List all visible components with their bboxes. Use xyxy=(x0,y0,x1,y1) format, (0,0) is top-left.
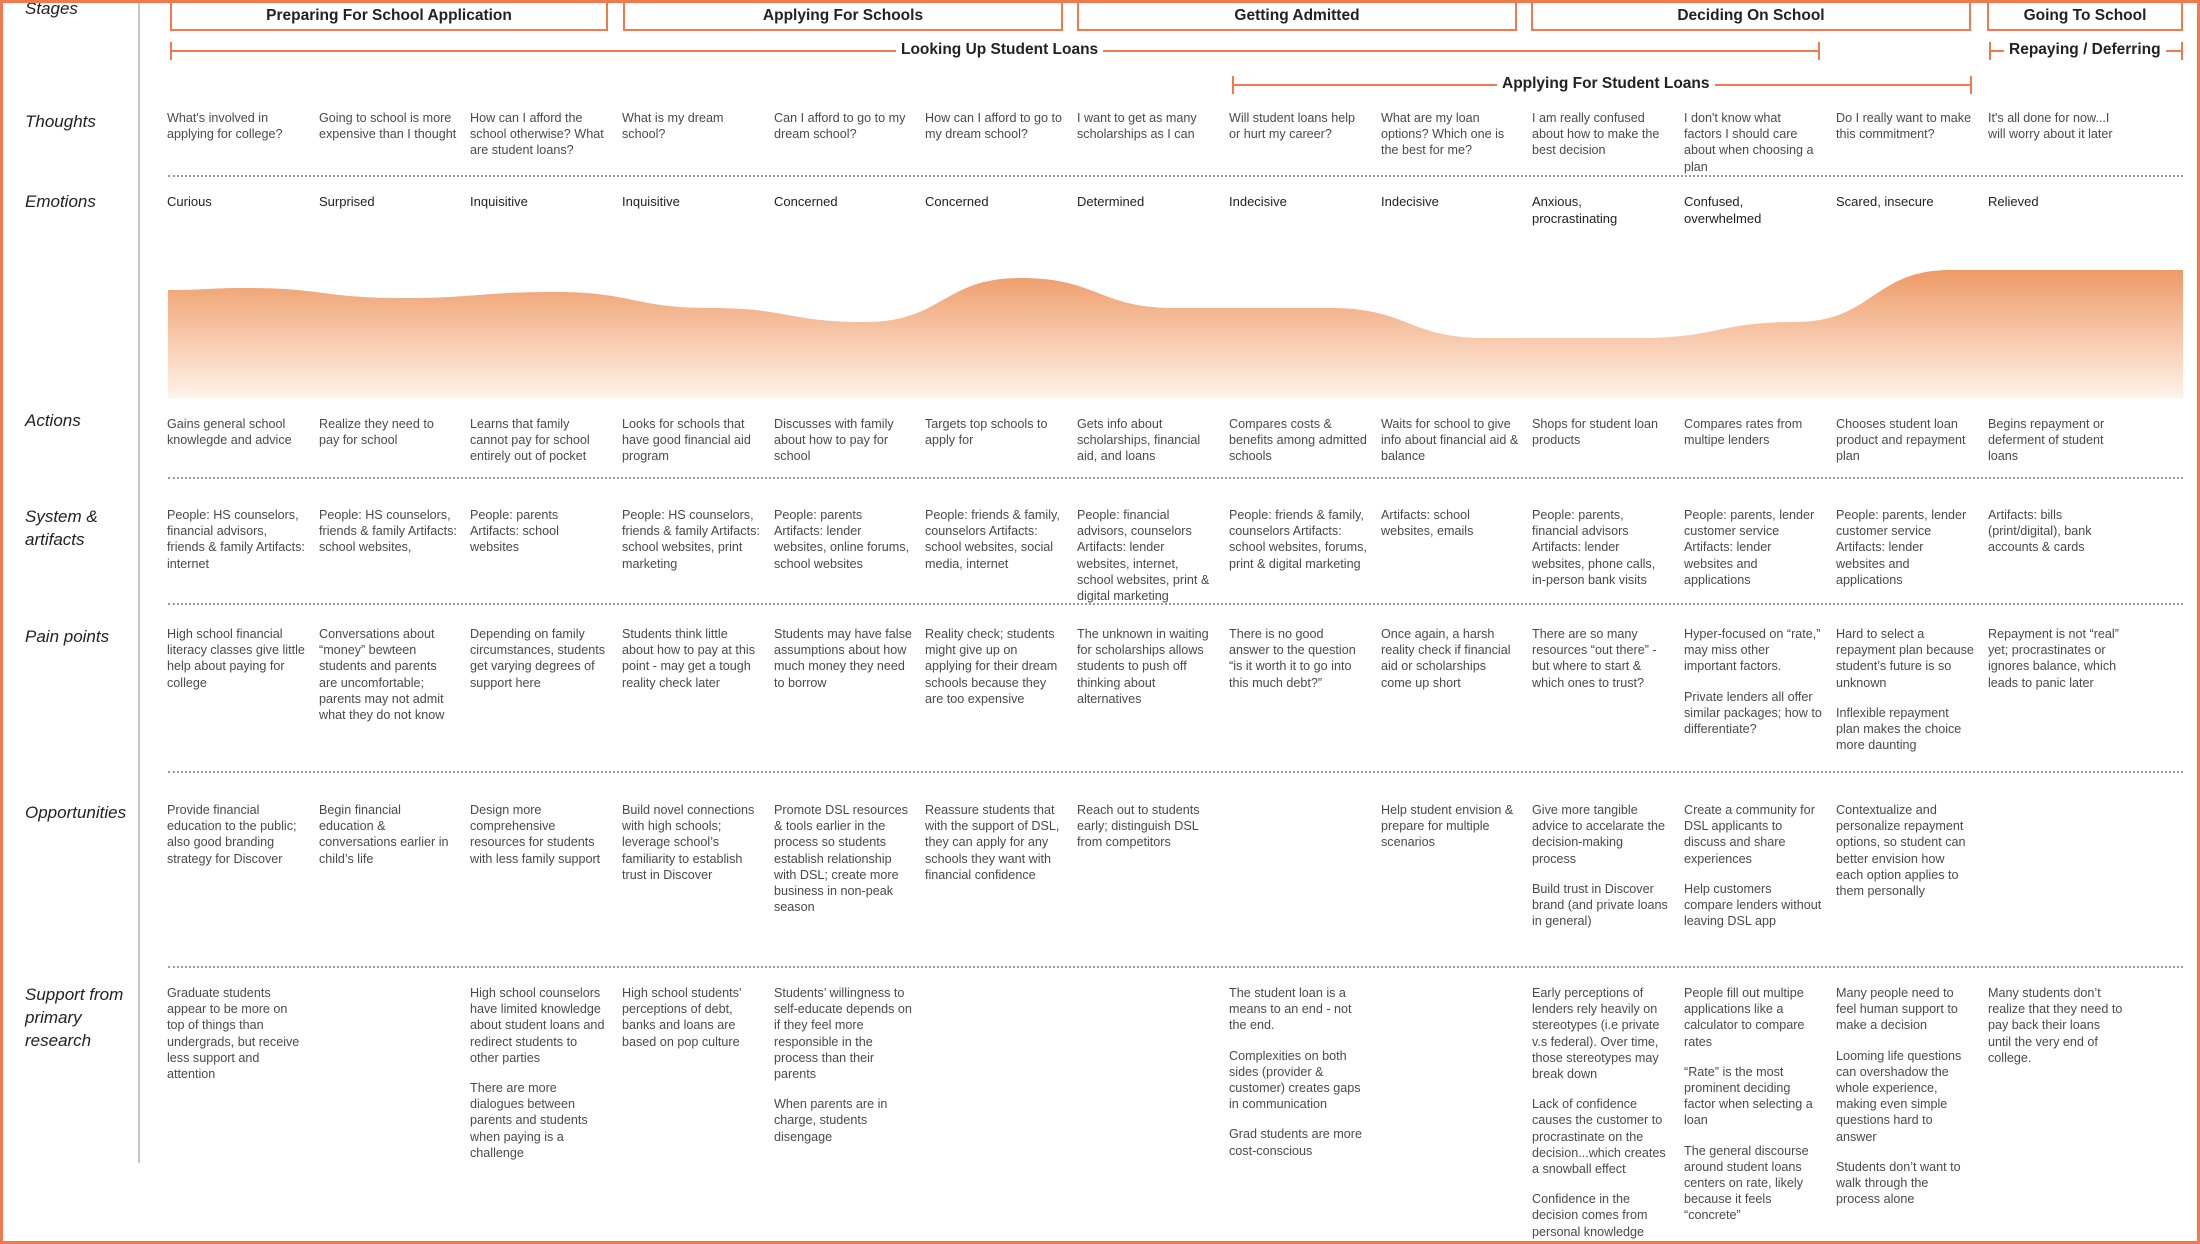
thoughts-cell: I am really confused about how to make the best decision xyxy=(1532,111,1660,158)
pain-points-cell xyxy=(319,626,457,737)
support-note: Graduate students appear to be more on top of things than undergrads, but receive less support and attention xyxy=(167,986,300,1082)
actions-cell: Waits for school to give info about financial aid & balance xyxy=(1381,417,1519,464)
actions-cell: Targets top schools to apply for xyxy=(925,417,1048,448)
label-divider xyxy=(138,3,140,1163)
systems-cell: People: parents, lender customer service Artifacts: lender websites and applications xyxy=(1684,508,1815,587)
span-tick xyxy=(1818,42,1820,60)
systems-cell: People: parents, financial advisors Artifacts: lender websites, phone calls, in-person bank visits xyxy=(1532,508,1656,587)
systems-cell: People: parents Artifacts: lender websites, online forums, school websites xyxy=(774,508,910,571)
support-cell xyxy=(1988,985,2126,1080)
opportunities-note: Reassure students that with the support of DSL, they can apply for any schools they want with financial confidence xyxy=(925,803,1060,882)
pain-points-note: Private lenders all offer similar packages; how to differentiate? xyxy=(1684,689,1822,737)
support-note: Confidence in the decision comes from personal knowledge xyxy=(1532,1192,1648,1239)
row-label-opportunities: Opportunities xyxy=(25,803,127,822)
opportunities-cell xyxy=(1077,802,1215,865)
support-note: Students don’t want to walk through the process alone xyxy=(1836,1159,1961,1207)
support-cell xyxy=(1229,985,1367,1173)
pain-points-cell xyxy=(1077,626,1215,721)
pain-points-note: Students think little about how to pay at this point - may get a tough reality check later xyxy=(622,627,756,690)
pain-points-note: The unknown in waiting for scholarships allows students to push off thinking about alternatives xyxy=(1077,627,1209,706)
opportunities-cell xyxy=(1836,802,1974,913)
row-separator xyxy=(168,477,2183,479)
support-note: Many people need to feel human support to make a decision xyxy=(1836,986,1958,1033)
pain-points-cell xyxy=(1532,626,1670,705)
span-tick xyxy=(170,42,172,60)
opportunities-cell xyxy=(1381,802,1519,865)
pain-points-note: Hyper-focused on “rate,” may miss other important factors. xyxy=(1684,627,1821,674)
systems-cell: People: HS counselors, financial advisors, friends & family Artifacts: internet xyxy=(167,508,305,571)
opportunities-note: Build novel connections with high schools; leverage school’s familiarity to establish trust in Discover xyxy=(622,803,755,882)
emotion-curve-area xyxy=(168,270,2183,398)
support-note: Grad students are more cost-conscious xyxy=(1229,1127,1362,1158)
emotions-cell: Determined xyxy=(1077,194,1145,209)
span-tick xyxy=(2181,42,2183,60)
pain-points-note: There are so many resources “out there” - but where to start & which ones to trust? xyxy=(1532,627,1657,690)
emotions-cell: Confused, overwhelmed xyxy=(1684,194,1762,226)
thoughts-cell: What are my loan options? Which one is the best for me? xyxy=(1381,111,1505,158)
actions-cell: Looks for schools that have good financial aid program xyxy=(622,417,751,464)
support-note: “Rate” is the most prominent deciding factor when selecting a loan xyxy=(1684,1064,1813,1128)
row-separator xyxy=(168,771,2183,773)
emotions-cell: Inquisitive xyxy=(470,194,528,209)
systems-cell: Artifacts: school websites, emails xyxy=(1381,508,1474,539)
pain-points-cell xyxy=(470,626,608,705)
systems-cell: Artifacts: bills (print/digital), bank accounts & cards xyxy=(1988,508,2092,555)
opportunities-cell xyxy=(925,802,1063,897)
opportunities-note: Promote DSL resources & tools earlier in the process so students establish relationship with DSL; create more business in non-peak season xyxy=(774,803,908,915)
support-cell xyxy=(774,985,912,1159)
opportunities-note: Build trust in Discover brand (and private loans in general) xyxy=(1532,881,1668,929)
thoughts-cell: Going to school is more expensive than I thought xyxy=(319,111,457,142)
row-label-support: Support from primary research xyxy=(25,985,124,1050)
thoughts-cell: Can I afford to go to my dream school? xyxy=(774,111,906,142)
thoughts-cell: What is my dream school? xyxy=(622,111,724,142)
pain-points-note: There is no good answer to the question “is it worth it to go into this much debt?” xyxy=(1229,627,1356,690)
stage-going: Going To School xyxy=(1987,3,2183,31)
pain-points-note: Students may have false assumptions about how much money they need to borrow xyxy=(774,627,912,690)
pain-points-cell xyxy=(1381,626,1519,705)
support-cell xyxy=(1532,985,1670,1244)
opportunities-cell xyxy=(622,802,760,897)
support-cell xyxy=(1836,985,1974,1221)
support-note: The general discourse around student loans centers on rate, likely because it feels “concrete” xyxy=(1684,1143,1809,1223)
systems-cell: People: friends & family, counselors Artifacts: school websites, forums, print & digital marketing xyxy=(1229,508,1367,571)
emotions-cell: Surprised xyxy=(319,194,375,209)
row-label-actions: Actions xyxy=(25,411,81,430)
systems-cell: People: friends & family, counselors Artifacts: school websites, social media, internet xyxy=(925,508,1060,571)
systems-cell: People: parents Artifacts: school websites xyxy=(470,508,559,555)
pain-points-cell xyxy=(622,626,760,705)
opportunities-note: Help customers compare lenders without leaving DSL app xyxy=(1684,881,1822,929)
support-cell xyxy=(167,985,305,1096)
actions-cell: Gains general school knowlegde and advice xyxy=(167,417,292,448)
thoughts-cell: I want to get as many scholarships as I can xyxy=(1077,111,1197,142)
emotions-cell: Indecisive xyxy=(1229,194,1287,209)
thoughts-cell: What's involved in applying for college? xyxy=(167,111,283,142)
actions-cell: Begins repayment or deferment of student loans xyxy=(1988,417,2105,464)
support-note: Looming life questions can overshadow the whole experience, making even simple questions hard to answer xyxy=(1836,1048,1962,1144)
opportunities-note: Help student envision & prepare for multiple scenarios xyxy=(1381,803,1514,850)
pain-points-cell xyxy=(1684,626,1822,751)
support-note: When parents are in charge, students disengage xyxy=(774,1097,888,1144)
support-cell xyxy=(622,985,760,1064)
opportunities-cell xyxy=(167,802,305,881)
pain-points-note: Hard to select a repayment plan because student’s future is so unknown xyxy=(1836,627,1974,690)
systems-cell: People: parents, lender customer service Artifacts: lender websites and applications xyxy=(1836,508,1967,587)
pain-points-cell xyxy=(774,626,912,705)
opportunities-note: Create a community for DSL applicants to discuss and share experiences xyxy=(1684,803,1815,866)
row-label-thoughts: Thoughts xyxy=(25,112,96,131)
stage-preparing: Preparing For School Application xyxy=(170,3,608,31)
thoughts-cell: Will student loans help or hurt my career? xyxy=(1229,111,1356,142)
opportunities-cell xyxy=(1684,802,1822,943)
support-note: The student loan is a means to an end - not the end. xyxy=(1229,986,1352,1033)
row-separator xyxy=(168,966,2183,968)
support-note: Early perceptions of lenders rely heavily on stereotypes (i.e private v.s federal). Over time, those stereotypes may break down xyxy=(1532,986,1660,1082)
systems-cell: People: financial advisors, counselors Artifacts: lender websites, internet, school websites, print & digital marketing xyxy=(1077,508,1210,604)
support-cell xyxy=(1684,985,1822,1238)
row-label-stages: Stages xyxy=(25,0,78,18)
emotions-cell: Indecisive xyxy=(1381,194,1439,209)
emotions-cell: Concerned xyxy=(774,194,838,209)
support-note: There are more dialogues between parents and students when paying is a challenge xyxy=(470,1081,588,1160)
span-label-applying-loans: Applying For Student Loans xyxy=(1497,75,1715,93)
opportunities-cell xyxy=(319,802,457,881)
support-note: High school counselors have limited knowledge about student loans and redirect students to other parties xyxy=(470,986,605,1065)
pain-points-note: Inflexible repayment plan makes the choice more daunting xyxy=(1836,705,1962,753)
opportunities-note: Design more comprehensive resources for students with less family support xyxy=(470,803,601,866)
thoughts-cell: How can I afford the school otherwise? What are student loans? xyxy=(470,111,604,158)
pain-points-cell xyxy=(1836,626,1974,767)
actions-cell: Gets info about scholarships, financial aid, and loans xyxy=(1077,417,1201,464)
actions-cell: Chooses student loan product and repayment plan xyxy=(1836,417,1966,464)
pain-points-cell xyxy=(925,626,1063,721)
thoughts-cell: How can I afford to go to my dream school? xyxy=(925,111,1062,142)
pain-points-note: Once again, a harsh reality check if financial aid or scholarships come up short xyxy=(1381,627,1511,690)
pain-points-cell xyxy=(1229,626,1367,705)
pain-points-note: High school financial literacy classes give little help about paying for college xyxy=(167,627,305,690)
thoughts-cell: I don't know what factors I should care about when choosing a plan xyxy=(1684,111,1814,174)
row-separator xyxy=(168,175,2183,177)
pain-points-note: Reality check; students might give up on applying for their dream schools because they are too expensive xyxy=(925,627,1058,706)
thoughts-cell: Do I really want to make this commitment? xyxy=(1836,111,1972,142)
emotions-cell: Scared, insecure xyxy=(1836,194,1934,209)
systems-cell: People: HS counselors, friends & family Artifacts: school websites, print marketing xyxy=(622,508,760,571)
row-label-pain-points: Pain points xyxy=(25,627,110,646)
support-note: High school students’ perceptions of debt, banks and loans are based on pop culture xyxy=(622,986,742,1049)
emotion-curve-chart xyxy=(168,258,2183,398)
systems-cell: People: HS counselors, friends & family Artifacts: school websites, xyxy=(319,508,457,555)
span-tick xyxy=(1232,76,1234,94)
actions-cell: Learns that family cannot pay for school entirely out of pocket xyxy=(470,417,590,464)
actions-cell: Discusses with family about how to pay for school xyxy=(774,417,894,464)
actions-cell: Compares costs & benefits among admitted schools xyxy=(1229,417,1367,464)
support-note: Complexities on both sides (provider & customer) creates gaps in communication xyxy=(1229,1048,1361,1112)
opportunities-note: Begin financial education & conversations earlier in child’s life xyxy=(319,803,449,866)
emotions-cell: Concerned xyxy=(925,194,989,209)
opportunities-note: Give more tangible advice to accelarate the decision-making process xyxy=(1532,803,1666,866)
actions-cell: Realize they need to pay for school xyxy=(319,417,434,448)
opportunities-note: Reach out to students early; distinguish DSL from competitors xyxy=(1077,803,1200,850)
pain-points-note: Repayment is not “real” yet; procrastinates or ignores balance, which leads to panic later xyxy=(1988,627,2119,690)
row-label-emotions: Emotions xyxy=(25,192,96,211)
thoughts-cell: It's all done for now...I will worry about it later xyxy=(1988,111,2113,142)
emotions-cell: Curious xyxy=(167,194,212,209)
actions-cell: Shops for student loan products xyxy=(1532,417,1659,448)
pain-points-cell xyxy=(167,626,305,705)
pain-points-note: Conversations about “money” bewteen students and parents are uncomfortable; parents may not admit what they do not know xyxy=(319,627,445,723)
opportunities-cell xyxy=(470,802,608,881)
opportunities-cell xyxy=(1532,802,1670,943)
row-label-systems: System & artifacts xyxy=(25,507,98,549)
stage-deciding: Deciding On School xyxy=(1531,3,1971,31)
support-note: Many students don’t realize that they need to pay back their loans until the very end of college. xyxy=(1988,986,2123,1065)
opportunities-note: Contextualize and personalize repayment options, so student can better envision how each option applies to them personally xyxy=(1836,803,1966,899)
support-note: Students’ willingness to self-educate depends on if they feel more responsible in the process than their parents xyxy=(774,986,912,1082)
pain-points-cell xyxy=(1988,626,2126,705)
span-label-repaying: Repaying / Deferring xyxy=(2004,41,2166,59)
pain-points-note: Depending on family circumstances, students get varying degrees of support here xyxy=(470,627,606,690)
span-tick xyxy=(1989,42,1991,60)
span-label-loans-lookup: Looking Up Student Loans xyxy=(896,41,1103,59)
support-cell xyxy=(470,985,608,1175)
support-note: Lack of confidence causes the customer to procrastinate on the decision...which creates a snowball effect xyxy=(1532,1097,1666,1177)
emotions-cell: Anxious, procrastinating xyxy=(1532,194,1618,226)
stage-admitted: Getting Admitted xyxy=(1077,3,1517,31)
actions-cell: Compares rates from multipe lenders xyxy=(1684,417,1803,448)
span-tick xyxy=(1970,76,1972,94)
emotions-cell: Relieved xyxy=(1988,194,2039,209)
support-note: People fill out multipe applications like a calculator to compare rates xyxy=(1684,986,1805,1049)
opportunities-cell xyxy=(774,802,912,929)
emotions-cell: Inquisitive xyxy=(622,194,680,209)
opportunities-note: Provide financial education to the public; also good branding strategy for Discover xyxy=(167,803,297,866)
stage-applying: Applying For Schools xyxy=(623,3,1063,31)
